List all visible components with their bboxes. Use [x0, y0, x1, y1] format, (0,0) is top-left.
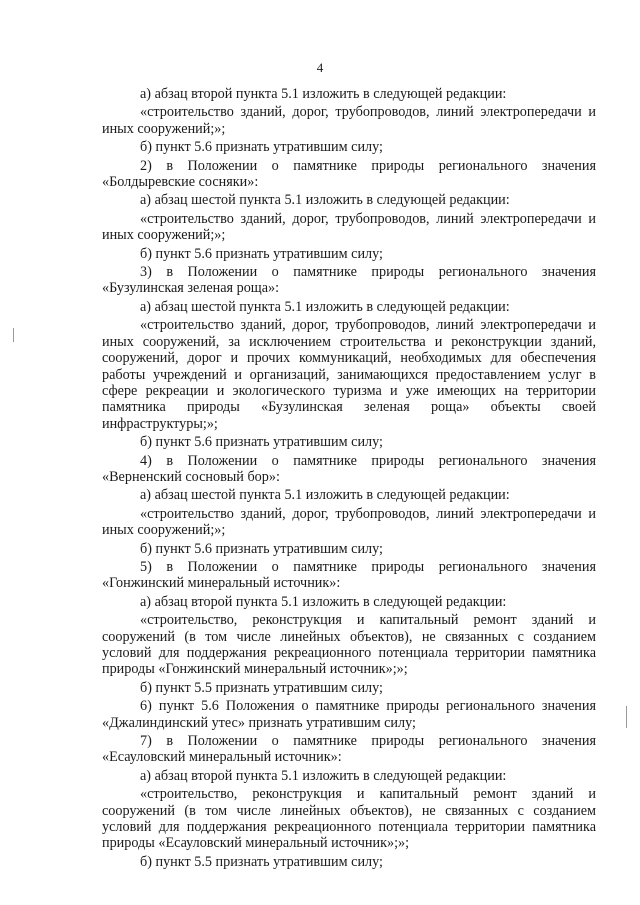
paragraph: 6) пункт 5.6 Положения о памятнике природы регионального значения «Джалиндинский утес» признать утратившим силу;	[102, 698, 596, 731]
paragraph: «строительство, реконструкция и капитальный ремонт зданий и сооружений (в том числе линейных объектов), не связанных с созданием условий для поддержания рекреационного потенциала территории памятника природы «Гонжинский минеральный источник»;»;	[102, 612, 596, 678]
paragraph: «строительство зданий, дорог, трубопроводов, линий электропередачи и иных сооружений;»;	[102, 104, 596, 137]
paragraph: а) абзац шестой пункта 5.1 изложить в следующей редакции:	[140, 298, 510, 315]
paragraph: а) абзац шестой пункта 5.1 изложить в следующей редакции:	[140, 192, 510, 209]
paragraph: а) абзац второй пункта 5.1 изложить в следующей редакции:	[140, 767, 507, 784]
paragraph: а) абзац шестой пункта 5.1 изложить в следующей редакции:	[140, 487, 510, 504]
paragraph: б) пункт 5.6 признать утратившим силу;	[140, 245, 383, 262]
right-edge-mark	[626, 706, 627, 728]
paragraph: 3) в Положении о памятнике природы регионального значения «Бузулинская зеленая роща»:	[102, 264, 596, 297]
paragraph: б) пункт 5.6 признать утратившим силу;	[140, 434, 383, 451]
paragraph: б) пункт 5.6 признать утратившим силу;	[140, 540, 383, 557]
paragraph: 2) в Положении о памятнике природы регионального значения «Болдыревские сосняки»:	[102, 157, 596, 191]
paragraph: 7) в Положении о памятнике природы регионального значения «Есауловский минеральный источник»:	[102, 733, 596, 766]
paragraph: б) пункт 5.6 признать утратившим силу;	[140, 139, 383, 156]
paragraph: «строительство зданий, дорог, трубопроводов, линий электропередачи и иных сооружений;»;	[102, 505, 596, 539]
document-body	[102, 86, 596, 870]
paragraph: «строительство, реконструкция и капитальный ремонт зданий и сооружений (в том числе линейных объектов), не связанных с созданием условий для поддержания рекреационного потенциала территории памятника природы «Есауловский минеральный источник»;»;	[102, 786, 596, 852]
page-number: 4	[316, 60, 324, 75]
paragraph: «строительство зданий, дорог, трубопроводов, линий электропередачи и иных сооружений;»;	[102, 210, 596, 244]
paragraph: б) пункт 5.5 признать утратившим силу;	[140, 679, 383, 696]
paragraph: 4) в Положении о памятнике природы регионального значения «Верненский сосновый бор»:	[102, 452, 596, 485]
paragraph: а) абзац второй пункта 5.1 изложить в следующей редакции:	[140, 86, 507, 102]
paragraph: б) пункт 5.5 признать утратившим силу;	[140, 853, 383, 870]
paragraph: «строительство зданий, дорог, трубопроводов, линий электропередачи и иных сооружений, за исключением строительства и реконструкции зданий, сооружений, дорог и прочих коммуникаций, необходимых для обеспечения работы учреждений и организаций, занимающихся предоставлением услуг в сфере рекреации и экологического туризма и уже имеющих на территории памятника природы «Бузулинская зеленая роща» объекты своей инфраструктуры;»;	[102, 317, 596, 432]
paragraph: 5) в Положении о памятнике природы регионального значения «Гонжинский минеральный источник»:	[102, 558, 596, 592]
paragraph: а) абзац второй пункта 5.1 изложить в следующей редакции:	[140, 593, 507, 610]
left-edge-mark	[13, 328, 14, 342]
